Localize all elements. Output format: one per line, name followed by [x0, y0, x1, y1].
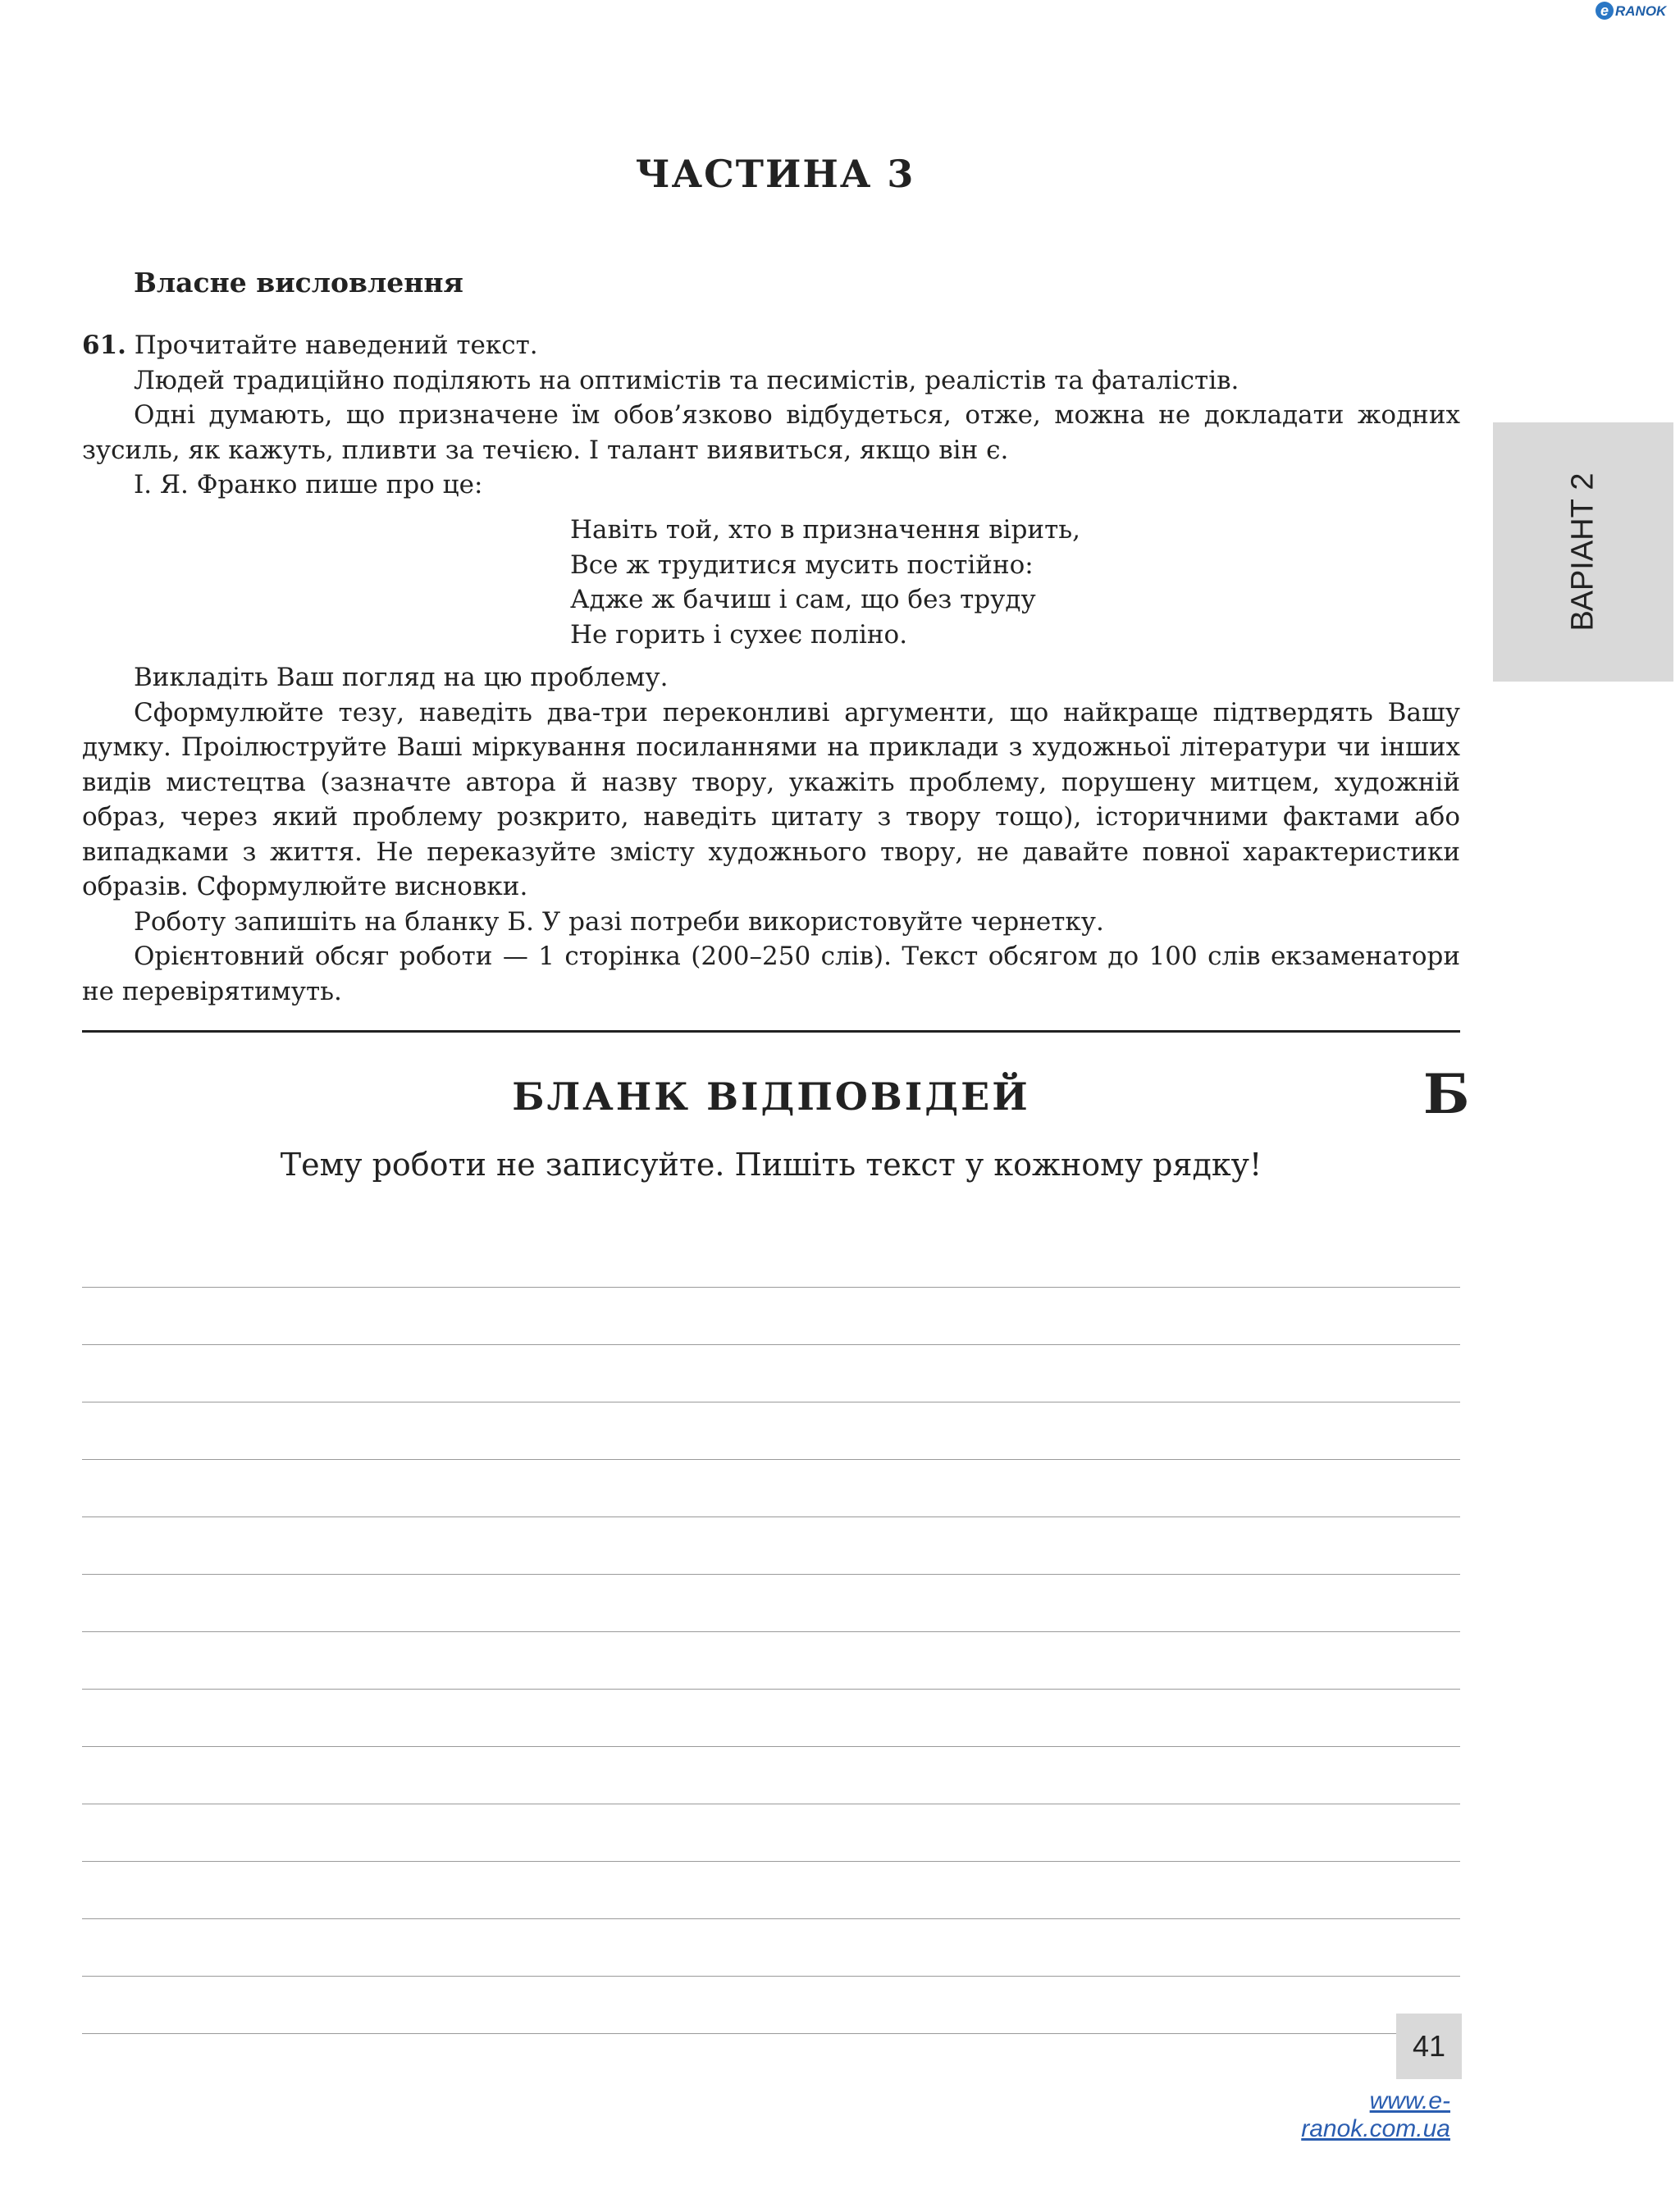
task-paragraph: І. Я. Франко пише про це: — [134, 470, 483, 499]
section-divider — [82, 1030, 1460, 1033]
task-paragraph: Одні думають, що призначене їм обов’язково відбудеться, отже, можна не докладати жодних зусиль, як кажуть, пливти за течією. І талант виявиться, якщо він є. — [82, 400, 1460, 465]
task-instructions — [82, 660, 1460, 1009]
writing-line[interactable] — [82, 1288, 1460, 1345]
writing-line[interactable] — [82, 1632, 1460, 1690]
writing-line[interactable] — [82, 1862, 1460, 1919]
variant-label: ВАРІАНТ 2 — [1565, 472, 1600, 632]
task-intro-text: Прочитайте наведений текст. — [134, 331, 538, 360]
publisher-url-link[interactable]: www.e-ranok.com.ua — [1301, 2087, 1450, 2142]
publisher-logo — [1596, 2, 1666, 20]
answer-sheet-title: БЛАНК ВІДПОВІДЕЙ — [512, 1074, 1030, 1119]
poem-line: Все ж трудитися мусить постійно: — [570, 550, 1034, 580]
task-paragraph: Людей традиційно поділяють на оптимістів та песимістів, реалістів та фаталістів. — [134, 365, 1239, 395]
writing-lines[interactable] — [82, 1230, 1460, 2034]
writing-line[interactable] — [82, 1690, 1460, 1747]
writing-line[interactable] — [82, 1345, 1460, 1402]
page-number: 41 — [1396, 2014, 1462, 2079]
writing-line[interactable] — [82, 1804, 1460, 1862]
task-text — [82, 328, 1460, 503]
writing-line[interactable] — [82, 1977, 1460, 2034]
answer-sheet-instruction: Тему роботи не записуйте. Пишіть текст у кожному рядку! — [280, 1147, 1262, 1183]
answer-sheet-letter: Б — [1423, 1062, 1470, 1126]
instruction-paragraph: Роботу запишіть на бланку Б. У разі потреби використовуйте чернетку. — [134, 906, 1104, 937]
section-title: Власне висловлення — [134, 267, 463, 299]
writing-line[interactable] — [82, 1575, 1460, 1632]
poem-line: Адже ж бачиш і сам, що без труду — [570, 585, 1036, 614]
writing-line[interactable] — [82, 1230, 1460, 1288]
instruction-paragraph: Сформулюйте тезу, наведіть два-три переконливі аргументи, що найкраще підтвердять Вашу думку. Проілюструйте Ваші міркування посиланнями на приклади з художньої літератури чи інших видів мистецтва (зазначте автора й назву твору, укажіть проблему, порушену митцем, художній образ, через який проблему розкрито, наведіть цитату з твору тощо), історичними фактами або випадками з життя. Не переказуйте змісту художнього твору, не давайте повної характеристики образів. Сформулюйте висновки. — [82, 697, 1460, 901]
poem-line: Навіть той, хто в призначення вірить, — [570, 515, 1080, 545]
poem-line: Не горить і сухеє поліно. — [570, 619, 908, 650]
logo-text: RANOK — [1615, 3, 1667, 19]
poem-quote — [570, 513, 1080, 652]
writing-line[interactable] — [82, 1517, 1460, 1575]
variant-side-tab — [1493, 422, 1673, 682]
writing-line[interactable] — [82, 1919, 1460, 1977]
writing-line[interactable] — [82, 1747, 1460, 1804]
task-intro — [82, 328, 1460, 363]
instruction-paragraph: Орієнтовний обсяг роботи — 1 сторінка (200–250 слів). Текст обсягом до 100 слів екзаменатори не перевірятимуть. — [82, 942, 1460, 1006]
logo-e-icon: e — [1596, 2, 1614, 20]
writing-line[interactable] — [82, 1460, 1460, 1517]
writing-line[interactable] — [82, 1402, 1460, 1460]
task-number: 61. — [82, 331, 126, 360]
instruction-paragraph: Викладіть Ваш погляд на цю проблему. — [134, 663, 669, 692]
part-title: ЧАСТИНА 3 — [635, 152, 915, 196]
